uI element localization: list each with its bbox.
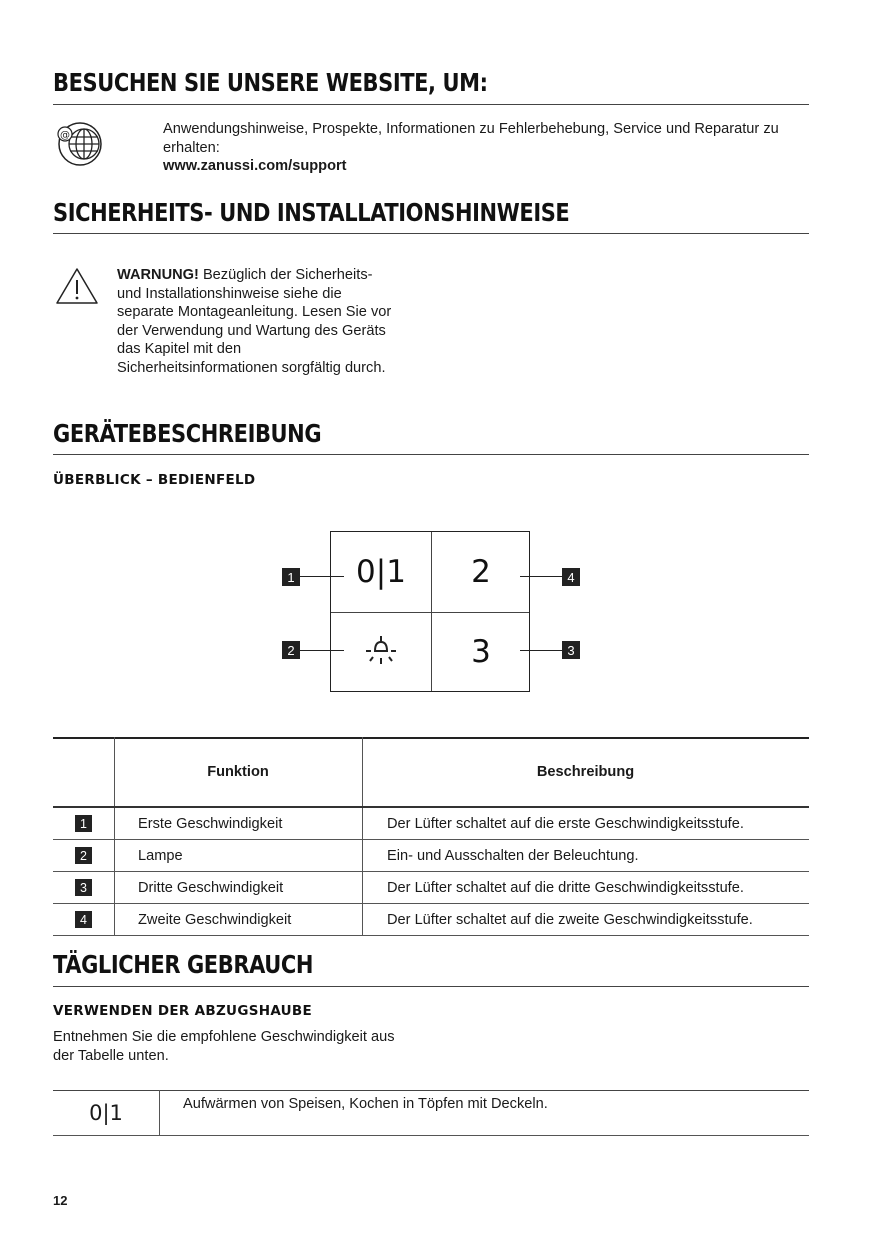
- row-description: Der Lüfter schaltet auf die dritte Geschwindigkeitsstufe.: [363, 872, 810, 904]
- speed-symbol: 0|1: [53, 1090, 160, 1136]
- row-number-badge: 4: [75, 911, 92, 928]
- divider: [53, 104, 809, 105]
- speed-table: [53, 1090, 809, 1136]
- lamp-icon: [363, 634, 399, 670]
- subtitle-overview: ÜBERBLICK – BEDIENFELD: [53, 472, 256, 488]
- speed-use: Aufwärmen von Speisen, Kochen in Töpfen mit Deckeln.: [160, 1090, 810, 1136]
- header-description: Beschreibung: [363, 737, 810, 807]
- globe-at-icon: [54, 120, 104, 168]
- callout-2: 2: [282, 641, 300, 659]
- power-speed1-button[interactable]: 0|1: [356, 554, 406, 590]
- callout-line: [300, 576, 344, 577]
- header-num: [53, 737, 115, 807]
- warning-label: WARNUNG!: [117, 267, 199, 283]
- row-function: Lampe: [115, 840, 363, 872]
- table-header-row: [53, 737, 809, 807]
- row-function: Erste Geschwindigkeit: [115, 807, 363, 840]
- warning-body: Bezüglich der Sicherheits- und Installationshinweise siehe die separate Montageanleitung. Lesen Sie vor der Verwendung und Wartung des Geräts das Kapitel mit den Sicherheitsinformationen sorgfältig durch.: [117, 267, 392, 376]
- control-panel: [330, 531, 530, 692]
- callout-3: 3: [562, 641, 580, 659]
- section-title-description: GERÄTEBESCHREIBUNG: [53, 419, 322, 448]
- warning-triangle-icon: [55, 266, 99, 306]
- callout-4: 4: [562, 568, 580, 586]
- header-function: Funktion: [115, 737, 363, 807]
- callout-line: [520, 576, 562, 577]
- row-description: Der Lüfter schaltet auf die erste Geschwindigkeitsstufe.: [363, 807, 810, 840]
- row-number-badge: 1: [75, 815, 92, 832]
- divider: [53, 986, 809, 987]
- callout-line: [300, 650, 344, 651]
- section-title-safety: SICHERHEITS- UND INSTALLATIONSHINWEISE: [53, 198, 570, 227]
- warning-text: [117, 266, 392, 377]
- support-link[interactable]: www.zanussi.com/support: [163, 158, 347, 174]
- divider: [53, 454, 809, 455]
- row-description: Ein- und Ausschalten der Beleuchtung.: [363, 840, 810, 872]
- section-title-daily-use: TÄGLICHER GEBRAUCH: [53, 950, 314, 979]
- table-row: [53, 1090, 809, 1136]
- row-number-badge: 2: [75, 847, 92, 864]
- lamp-button[interactable]: [331, 612, 431, 692]
- speed3-button[interactable]: 3: [471, 634, 491, 670]
- svg-text:@: @: [60, 130, 70, 141]
- function-table: [53, 737, 809, 936]
- table-row: [53, 904, 809, 936]
- page-number: 12: [53, 1193, 68, 1208]
- subtitle-use-hood: VERWENDEN DER ABZUGSHAUBE: [53, 1003, 313, 1019]
- daily-use-text: Entnehmen Sie die empfohlene Geschwindigkeit aus der Tabelle unten.: [53, 1029, 395, 1064]
- table-row: [53, 840, 809, 872]
- section-title-website: BESUCHEN SIE UNSERE WEBSITE, UM:: [53, 68, 488, 97]
- divider: [53, 233, 809, 234]
- row-function: Zweite Geschwindigkeit: [115, 904, 363, 936]
- table-row: [53, 807, 809, 840]
- table-row: [53, 872, 809, 904]
- website-text: Anwendungshinweise, Prospekte, Informationen zu Fehlerbehebung, Service und Reparatur zu erhalten:: [163, 121, 779, 156]
- speed2-button[interactable]: 2: [471, 554, 491, 590]
- callout-1: 1: [282, 568, 300, 586]
- callout-line: [520, 650, 562, 651]
- row-function: Dritte Geschwindigkeit: [115, 872, 363, 904]
- row-number-badge: 3: [75, 879, 92, 896]
- row-description: Der Lüfter schaltet auf die zweite Geschwindigkeitsstufe.: [363, 904, 810, 936]
